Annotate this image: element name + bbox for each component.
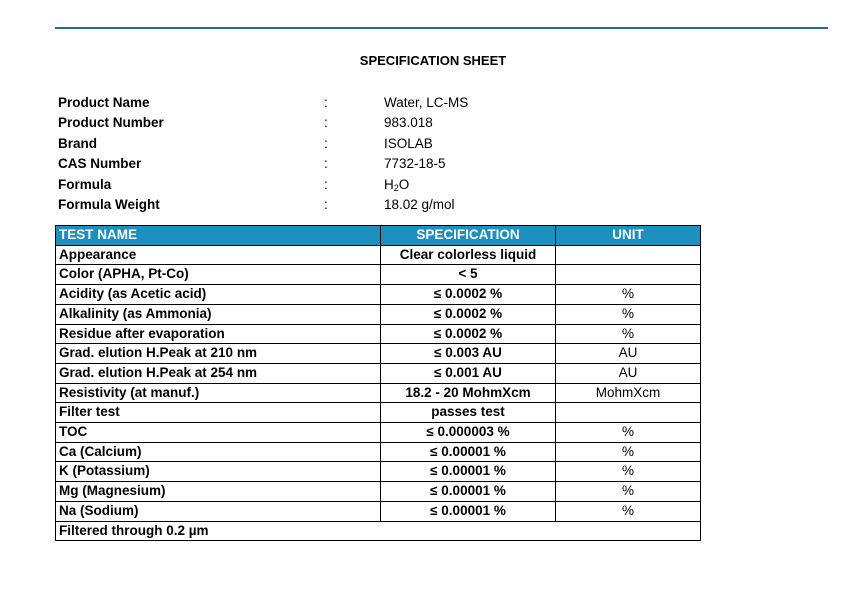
test-spec: ≤ 0.000003 % bbox=[381, 423, 556, 443]
info-colon: : bbox=[324, 135, 328, 151]
formula-subscript: 2 bbox=[393, 182, 399, 193]
product-info bbox=[58, 93, 468, 215]
test-name: Color (APHA, Pt-Co) bbox=[56, 265, 381, 285]
test-unit: % bbox=[556, 501, 701, 521]
test-spec: passes test bbox=[381, 403, 556, 423]
header-specification: SPECIFICATION bbox=[381, 226, 556, 246]
test-name: Na (Sodium) bbox=[56, 501, 381, 521]
info-value: 7732-18-5 bbox=[384, 156, 446, 172]
info-colon: : bbox=[324, 176, 328, 192]
table-row bbox=[56, 344, 701, 364]
info-value: ISOLAB bbox=[384, 135, 433, 151]
test-spec: ≤ 0.0002 % bbox=[381, 285, 556, 305]
header-unit: UNIT bbox=[556, 226, 701, 246]
test-spec: ≤ 0.0002 % bbox=[381, 324, 556, 344]
info-label: Formula bbox=[58, 176, 112, 192]
test-name: Alkalinity (as Ammonia) bbox=[56, 304, 381, 324]
test-spec: ≤ 0.0002 % bbox=[381, 304, 556, 324]
test-name: Mg (Magnesium) bbox=[56, 482, 381, 502]
info-value-formula bbox=[384, 175, 409, 195]
table-row bbox=[56, 462, 701, 482]
info-label: Product Number bbox=[58, 115, 164, 131]
table-row bbox=[56, 324, 701, 344]
info-value: Water, LC-MS bbox=[384, 95, 469, 110]
test-unit: % bbox=[556, 304, 701, 324]
filter-note: Filtered through 0.2 µm bbox=[56, 521, 701, 541]
test-spec: ≤ 0.00001 % bbox=[381, 482, 556, 502]
info-colon: : bbox=[324, 115, 328, 131]
formula-tail: O bbox=[398, 176, 410, 192]
info-row-formula-weight bbox=[58, 195, 468, 215]
test-unit: MohmXcm bbox=[556, 383, 701, 403]
test-unit bbox=[556, 403, 701, 423]
test-name: Ca (Calcium) bbox=[56, 442, 381, 462]
table-row bbox=[56, 285, 701, 305]
table-row bbox=[56, 304, 701, 324]
test-spec: 18.2 - 20 MohmXcm bbox=[381, 383, 556, 403]
info-row-product-number bbox=[58, 113, 468, 133]
info-label: CAS Number bbox=[58, 156, 142, 172]
info-colon: : bbox=[324, 156, 328, 172]
test-spec: ≤ 0.003 AU bbox=[381, 344, 556, 364]
header-test-name: TEST NAME bbox=[56, 226, 381, 246]
table-row bbox=[56, 403, 701, 423]
info-value: 18.02 g/mol bbox=[384, 196, 455, 212]
info-row-cas-number bbox=[58, 154, 468, 174]
table-row bbox=[56, 423, 701, 443]
top-rule bbox=[55, 27, 828, 29]
test-spec: ≤ 0.001 AU bbox=[381, 363, 556, 383]
table-row bbox=[56, 245, 701, 265]
test-unit: % bbox=[556, 462, 701, 482]
test-name: Filter test bbox=[56, 403, 381, 423]
test-name: Acidity (as Acetic acid) bbox=[56, 285, 381, 305]
test-name: Grad. elution H.Peak at 210 nm bbox=[56, 344, 381, 364]
info-colon: : bbox=[324, 95, 328, 110]
test-spec: Clear colorless liquid bbox=[381, 245, 556, 265]
page-title: SPECIFICATION SHEET bbox=[359, 53, 507, 68]
table-row bbox=[56, 442, 701, 462]
table-row bbox=[56, 501, 701, 521]
formula-main: H bbox=[384, 176, 394, 192]
spec-table bbox=[55, 225, 701, 541]
test-unit: % bbox=[556, 285, 701, 305]
table-row bbox=[56, 482, 701, 502]
test-spec: < 5 bbox=[381, 265, 556, 285]
table-footer-row bbox=[56, 521, 701, 541]
table-header-row bbox=[56, 226, 701, 246]
table-row bbox=[56, 383, 701, 403]
table-row bbox=[56, 265, 701, 285]
test-unit: % bbox=[556, 482, 701, 502]
info-label: Product Name bbox=[58, 95, 150, 110]
test-name: Grad. elution H.Peak at 254 nm bbox=[56, 363, 381, 383]
test-name: K (Potassium) bbox=[56, 462, 381, 482]
test-unit bbox=[556, 265, 701, 285]
test-name: Resistivity (at manuf.) bbox=[56, 383, 381, 403]
info-row-formula bbox=[58, 175, 468, 195]
info-label: Formula Weight bbox=[58, 196, 160, 212]
test-unit bbox=[556, 245, 701, 265]
test-unit: % bbox=[556, 324, 701, 344]
test-unit: % bbox=[556, 423, 701, 443]
table-row bbox=[56, 363, 701, 383]
test-spec: ≤ 0.00001 % bbox=[381, 501, 556, 521]
info-value: 983.018 bbox=[384, 115, 433, 131]
test-unit: % bbox=[556, 442, 701, 462]
test-unit: AU bbox=[556, 363, 701, 383]
test-unit: AU bbox=[556, 344, 701, 364]
test-name: TOC bbox=[56, 423, 381, 443]
test-name: Residue after evaporation bbox=[56, 324, 381, 344]
test-spec: ≤ 0.00001 % bbox=[381, 442, 556, 462]
test-spec: ≤ 0.00001 % bbox=[381, 462, 556, 482]
info-row-product-name bbox=[58, 93, 468, 113]
info-label: Brand bbox=[58, 135, 98, 151]
info-row-brand bbox=[58, 134, 468, 154]
info-colon: : bbox=[324, 196, 328, 212]
test-name: Appearance bbox=[56, 245, 381, 265]
